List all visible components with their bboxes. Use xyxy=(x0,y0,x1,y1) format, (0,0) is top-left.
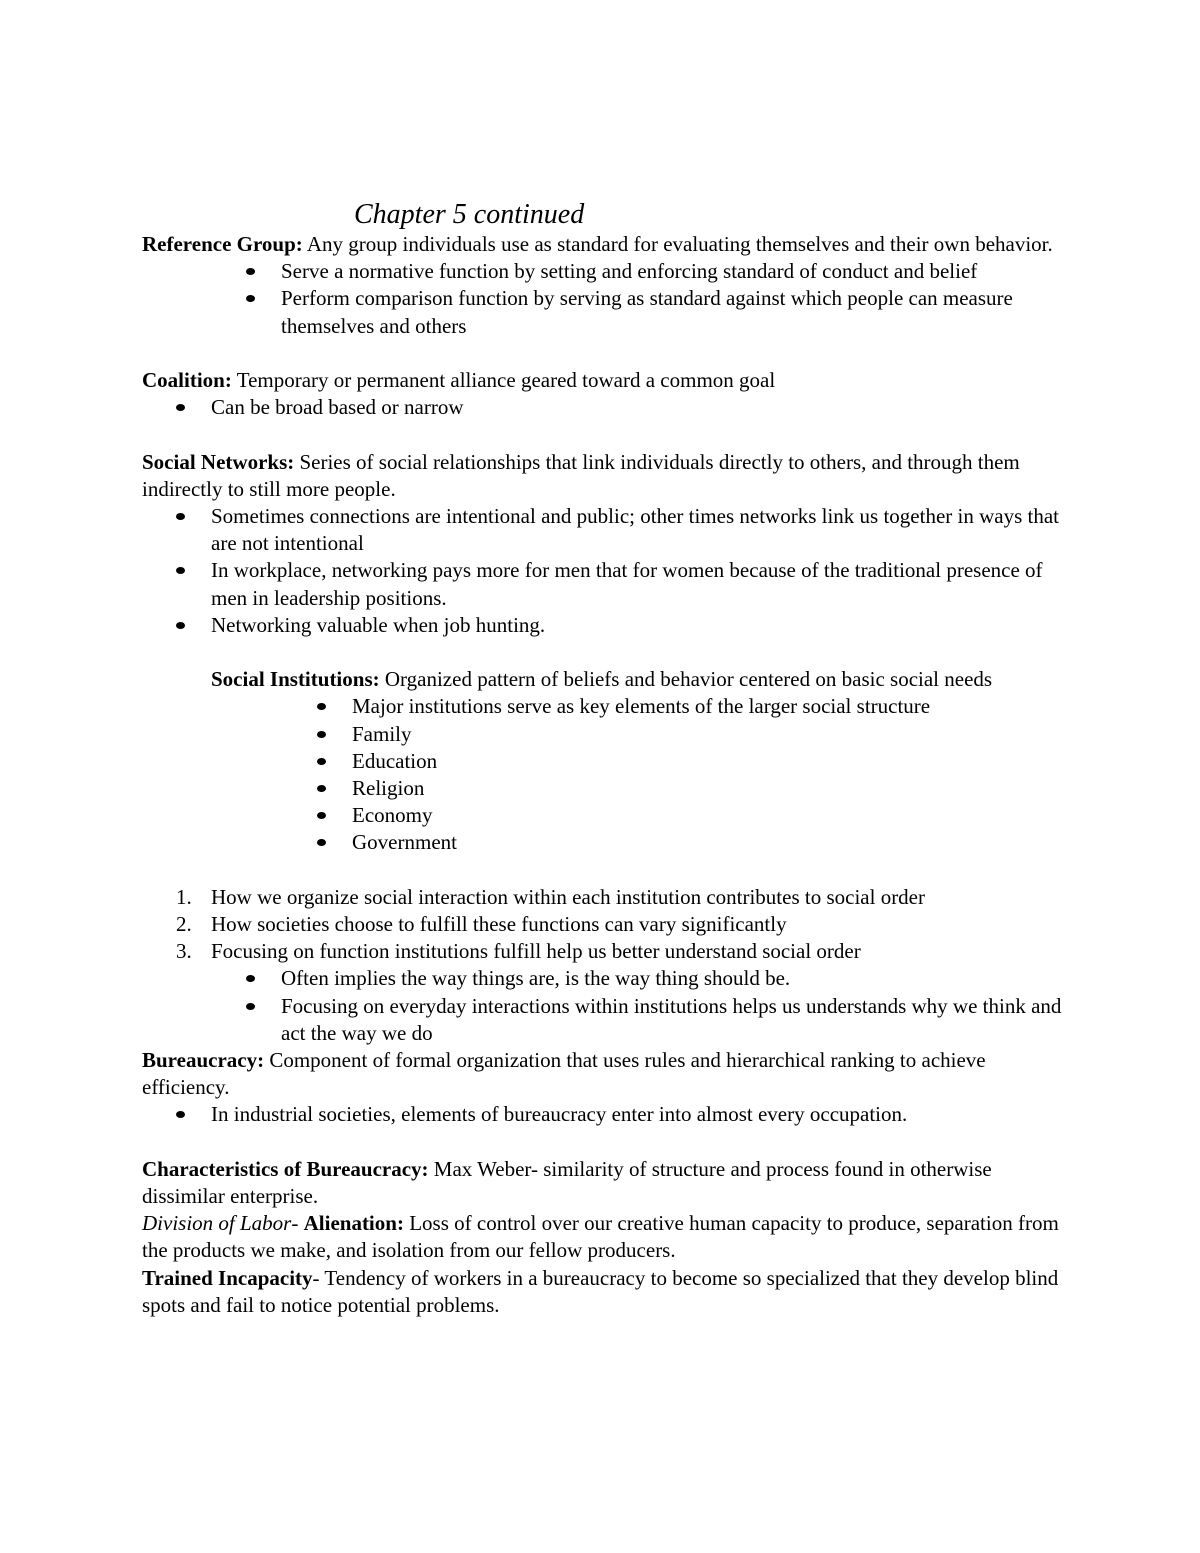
page-title: Chapter 5 continued xyxy=(354,199,585,230)
bureaucracy-paragraph xyxy=(142,1047,1062,1101)
social-institutions-paragraph xyxy=(142,666,1062,693)
document-content xyxy=(142,199,1062,1319)
list-item: Can be broad based or narrow xyxy=(142,394,1062,421)
list-item: Networking valuable when job hunting. xyxy=(142,612,1062,639)
list-item: Government xyxy=(142,829,1062,856)
division-of-labor-label: Division of Labor xyxy=(142,1211,292,1236)
list-item: Serve a normative function by setting and enforcing standard of conduct and belief xyxy=(142,258,1062,285)
social-networks-paragraph xyxy=(142,449,1062,503)
coalition-definition: Temporary or permanent alliance geared toward a common goal xyxy=(231,368,776,392)
list-item xyxy=(142,911,1062,938)
bureaucracy-definition: Component of formal organization that uses rules and hierarchical ranking to achieve efficiency. xyxy=(142,1048,986,1100)
list-item: Economy xyxy=(142,802,1062,829)
numbered-sub-bullets xyxy=(142,965,1062,1047)
reference-group-term: Reference Group: xyxy=(142,232,303,256)
list-item: Family xyxy=(142,721,1062,748)
characteristics-definition: Max Weber- similarity of structure and process found in otherwise dissimilar enterprise. xyxy=(142,1156,992,1209)
list-item: Education xyxy=(142,748,1062,775)
division-of-labor-dash: - xyxy=(291,1211,304,1236)
social-institutions-definition: Organized pattern of beliefs and behavior centered on basic social needs xyxy=(379,667,993,692)
list-item: Major institutions serve as key elements of the larger social structure xyxy=(142,693,1062,720)
trained-incapacity-paragraph xyxy=(142,1265,1062,1319)
social-networks-definition: Series of social relationships that link individuals directly to others, and through them indirectly to still more people. xyxy=(142,449,1020,501)
list-item: Sometimes connections are intentional and public; other times networks link us together in ways that are not intentional xyxy=(142,503,1062,557)
characteristics-term: Characteristics of Bureaucracy: xyxy=(142,1156,429,1181)
alienation-definition: Loss of control over our creative human capacity to produce, separation from the products we make, and isolation from our fellow producers. xyxy=(142,1211,1059,1263)
bureaucracy-bullets xyxy=(142,1101,1062,1128)
list-item-text: How societies choose to fulfill these functions can vary significantly xyxy=(211,912,787,937)
reference-group-bullets xyxy=(142,258,1062,340)
list-number: 2. xyxy=(176,912,192,937)
list-item: Focusing on everyday interactions within institutions helps us understands why we think and act the way we do xyxy=(142,993,1062,1047)
list-item xyxy=(142,884,1062,911)
coalition-term: Coalition: xyxy=(142,368,232,392)
reference-group-paragraph xyxy=(142,231,1062,258)
reference-group-definition: Any group individuals use as standard for evaluating themselves and their own behavior. xyxy=(302,232,1053,256)
list-number: 1. xyxy=(176,884,192,909)
coalition-paragraph xyxy=(142,367,1062,394)
coalition-bullets xyxy=(142,394,1062,421)
list-item xyxy=(142,938,1062,965)
list-item-text: Focusing on function institutions fulfill help us better understand social order xyxy=(211,939,861,964)
list-item: Religion xyxy=(142,775,1062,802)
list-item: Often implies the way things are, is the way thing should be. xyxy=(142,965,1062,992)
list-item: In workplace, networking pays more for men that for women because of the traditional presence of men in leadership positions. xyxy=(142,557,1062,611)
list-item: In industrial societies, elements of bureaucracy enter into almost every occupation. xyxy=(142,1101,1062,1128)
social-networks-bullets xyxy=(142,503,1062,639)
division-of-labor-paragraph xyxy=(142,1210,1062,1264)
alienation-term: Alienation: xyxy=(303,1211,404,1236)
list-item: Perform comparison function by serving as standard against which people can measure themselves and others xyxy=(142,285,1062,339)
social-institutions-bullets xyxy=(142,693,1062,856)
characteristics-paragraph xyxy=(142,1156,1062,1210)
list-number: 3. xyxy=(176,939,192,964)
bureaucracy-term: Bureaucracy: xyxy=(142,1048,265,1073)
trained-incapacity-term: Trained Incapacity xyxy=(142,1265,313,1290)
trained-incapacity-definition: - Tendency of workers in a bureaucracy to become so specialized that they develop blind spots and fail to notice potential problems. xyxy=(142,1265,1059,1317)
social-institutions-term: Social Institutions: xyxy=(211,667,380,692)
list-item-text: How we organize social interaction within each institution contributes to social order xyxy=(211,884,925,909)
numbered-list xyxy=(142,884,1062,966)
social-networks-term: Social Networks: xyxy=(142,449,295,474)
